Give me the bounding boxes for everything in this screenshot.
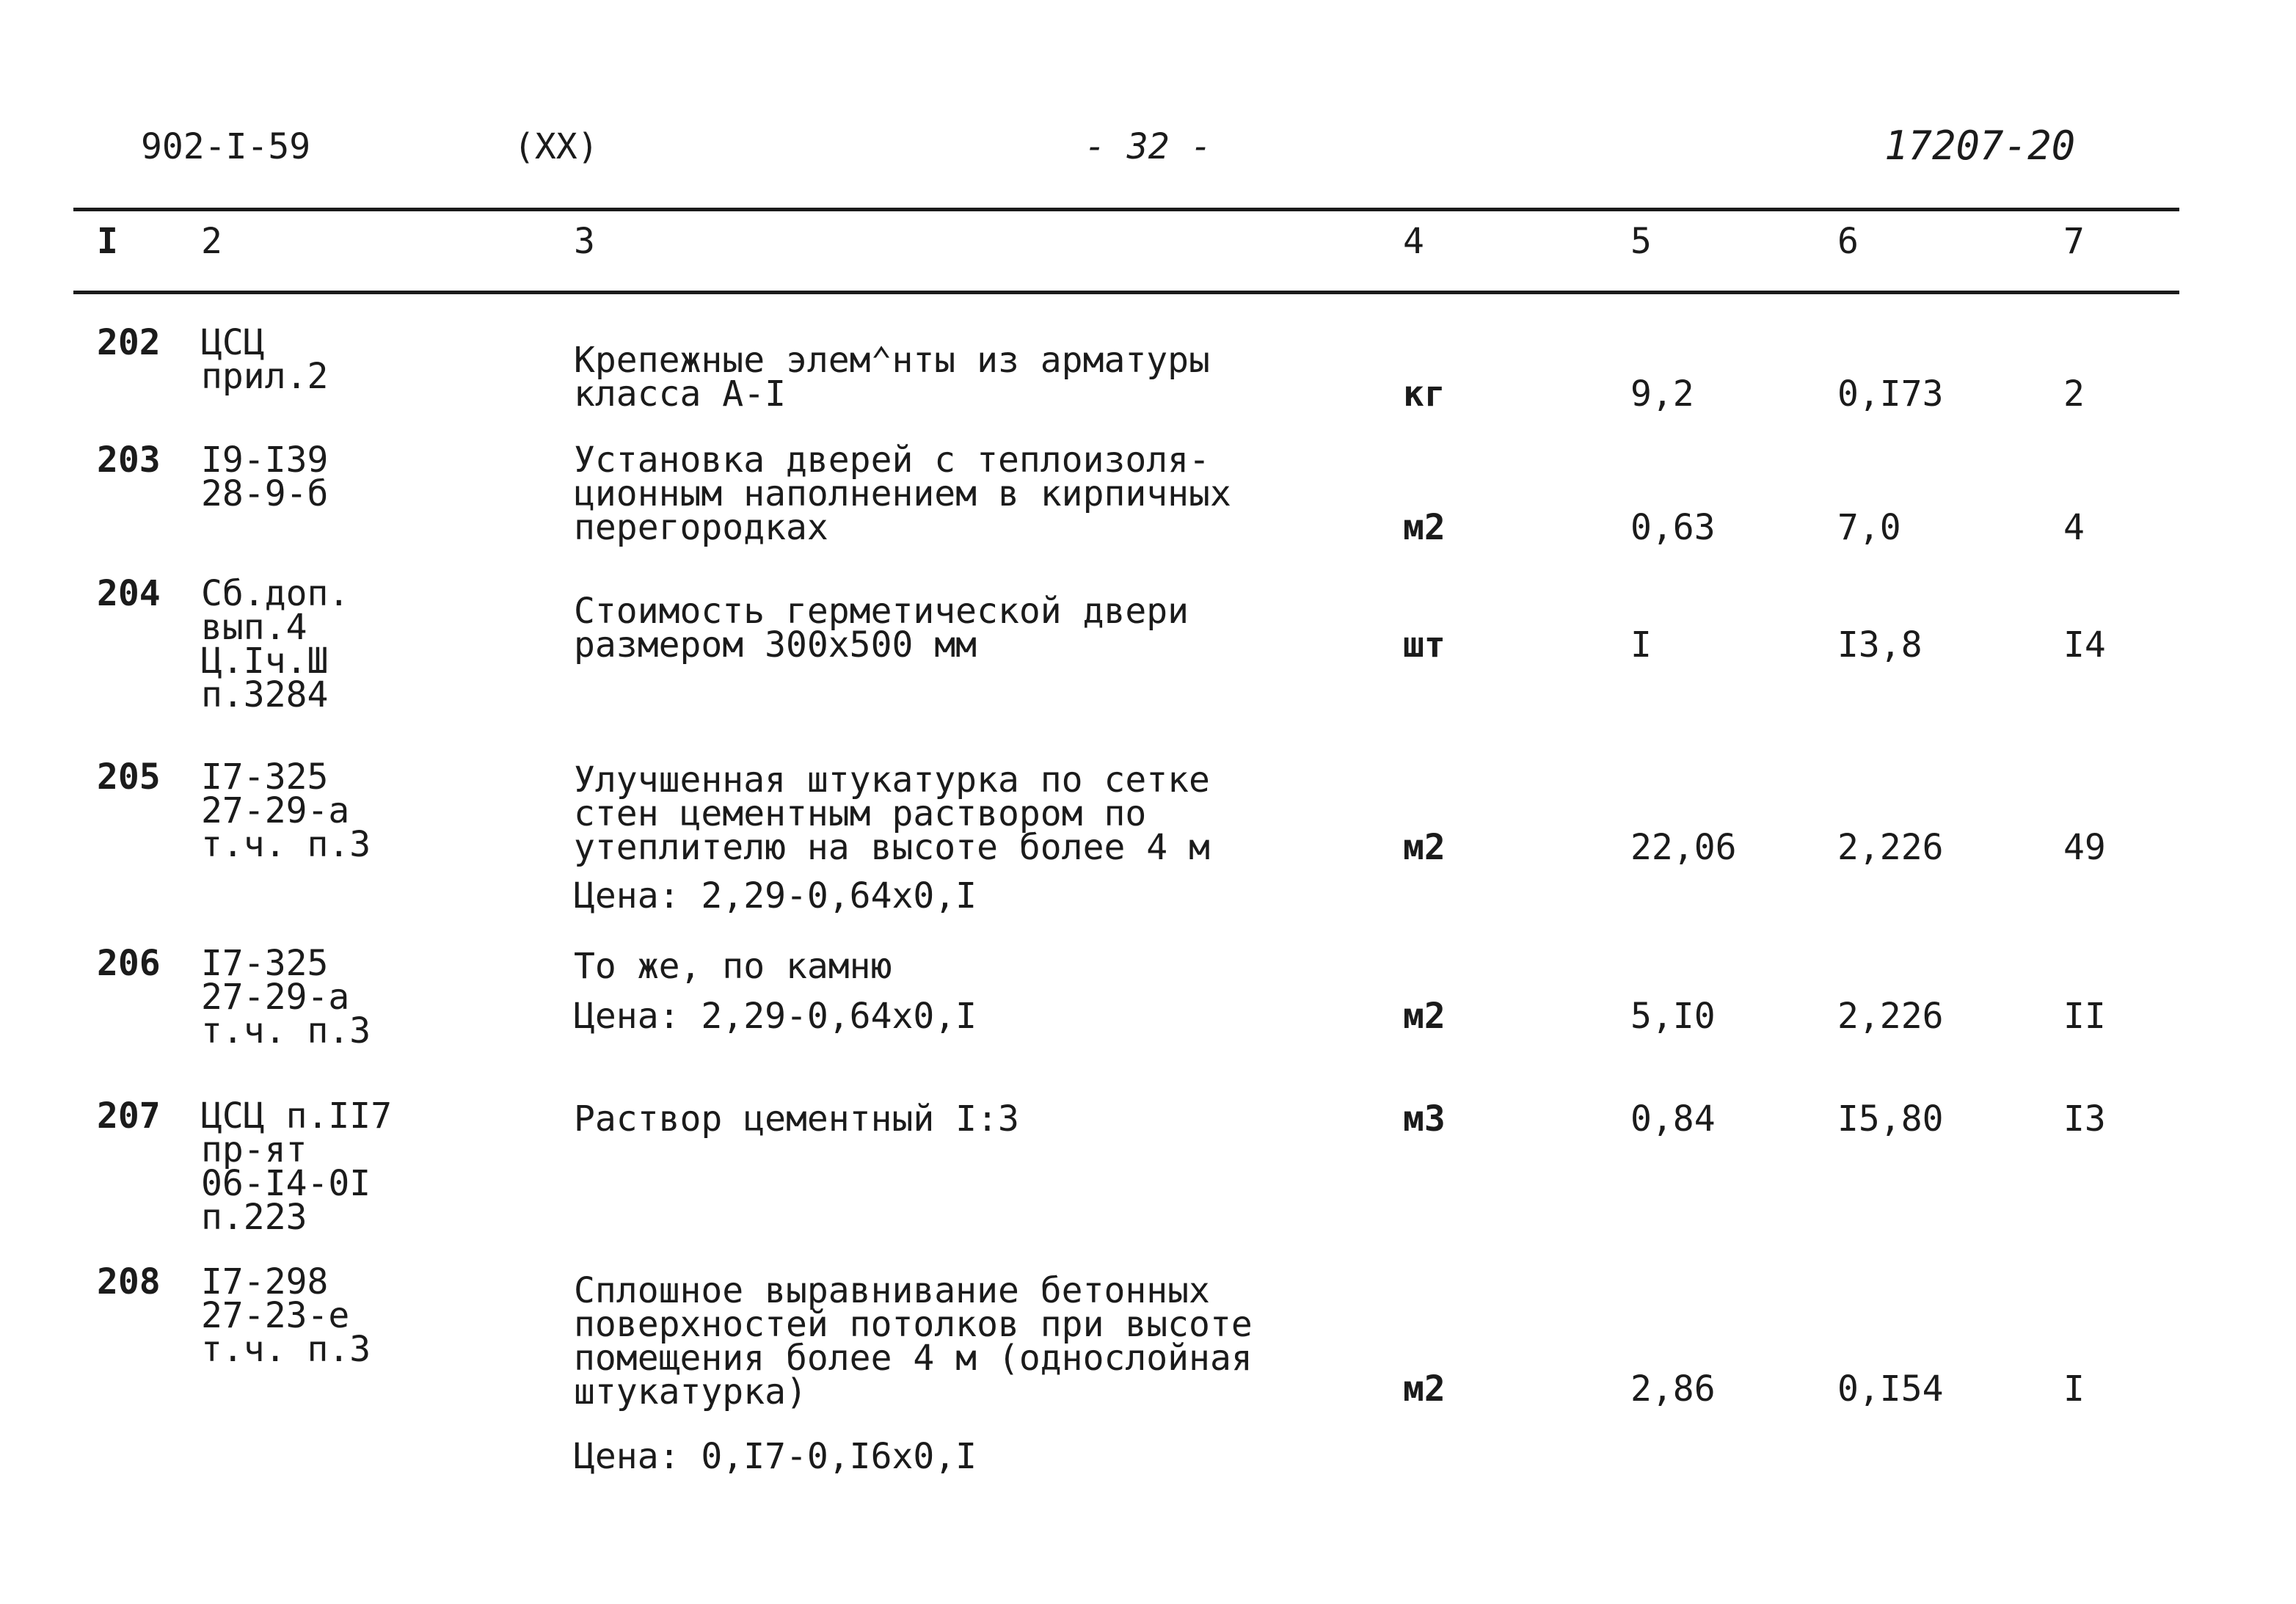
row-number: 207: [97, 1096, 161, 1137]
row-description: Крепежные элем⌃нты из арматуры класса А-I: [574, 340, 1210, 415]
row-quantity: 9,2: [1630, 373, 1694, 415]
row-cost: II: [2063, 996, 2106, 1037]
row-description: То же, по камню: [574, 946, 892, 987]
row-unit-price: 2,226: [1837, 827, 1944, 868]
row-cost: 4: [2063, 507, 2085, 548]
document-number: 17207-20: [1884, 123, 2076, 169]
column-header-5: 5: [1630, 221, 1652, 262]
row-unit: м2: [1403, 507, 1446, 548]
column-header-2: 2: [201, 221, 222, 262]
row-number: 204: [97, 573, 161, 614]
row-unit: шт: [1403, 624, 1446, 666]
row-quantity: 2,86: [1630, 1368, 1716, 1410]
page-number: - 32 -: [1085, 126, 1212, 167]
row-description: Установка дверей с теплоизоля- ционным наполнением в кирпичных перегородках: [574, 440, 1231, 548]
row-quantity: 22,06: [1630, 827, 1737, 868]
row-unit: м2: [1403, 1368, 1446, 1410]
row-price-note: Цена: 2,29-0,64х0,I: [574, 996, 977, 1037]
row-unit: м2: [1403, 827, 1446, 868]
column-header-4: 4: [1403, 221, 1424, 262]
section-roman: (XX): [514, 126, 599, 167]
row-code: I7-298 27-23-е т.ч. п.3: [201, 1261, 371, 1370]
row-code: I9-I39 28-9-б: [201, 440, 329, 514]
row-quantity: I: [1630, 624, 1652, 666]
row-number: 205: [97, 757, 161, 798]
column-header-7: 7: [2063, 221, 2085, 262]
row-quantity: 0,63: [1630, 507, 1716, 548]
row-quantity: 5,I0: [1630, 996, 1716, 1037]
row-cost: 49: [2063, 827, 2106, 868]
row-unit-price: 7,0: [1837, 507, 1901, 548]
project-code: 902-I-59: [141, 126, 311, 167]
row-cost: 2: [2063, 373, 2085, 415]
row-quantity: 0,84: [1630, 1098, 1716, 1140]
row-number: 203: [97, 440, 161, 481]
row-unit-price: 0,I54: [1837, 1368, 1944, 1410]
top-rule: [73, 208, 2179, 211]
column-header-6: 6: [1837, 221, 1859, 262]
row-unit: м2: [1403, 996, 1446, 1037]
row-code: Сб.доп. вып.4 Ц.Iч.Ш п.3284: [201, 573, 350, 715]
row-number: 206: [97, 943, 161, 984]
row-description: Стоимость герметической двери размером 300х500 мм: [574, 591, 1189, 666]
row-price-note: Цена: 0,I7-0,I6х0,I: [574, 1436, 977, 1477]
row-description: Улучшенная штукатурка по сетке стен цементным раствором по утеплителю на высоте более 4 м: [574, 759, 1210, 868]
row-price-note: Цена: 2,29-0,64х0,I: [574, 875, 977, 916]
row-code: ЦСЦ п.II7 пр-ят 06-I4-0I п.223: [201, 1096, 393, 1238]
row-number: 208: [97, 1261, 161, 1302]
row-unit-price: 2,226: [1837, 996, 1944, 1037]
row-cost: I3: [2063, 1098, 2106, 1140]
row-unit: м3: [1403, 1098, 1446, 1140]
row-unit-price: 0,I73: [1837, 373, 1944, 415]
header-rule: [73, 291, 2179, 294]
row-cost: I4: [2063, 624, 2106, 666]
row-number: 202: [97, 322, 161, 363]
column-header-3: 3: [574, 221, 595, 262]
row-code: ЦСЦ прил.2: [201, 322, 329, 397]
row-unit-price: I5,80: [1837, 1098, 1944, 1140]
row-description: Сплошное выравнивание бетонных поверхностей потолков при высоте помещения более 4 м (однослойная штукатурка): [574, 1270, 1253, 1412]
row-unit-price: I3,8: [1837, 624, 1923, 666]
row-cost: I: [2063, 1368, 2085, 1410]
row-description: Раствор цементный I:3: [574, 1098, 1019, 1140]
column-header-1: I: [97, 221, 118, 262]
row-unit: кг: [1403, 373, 1446, 415]
row-code: I7-325 27-29-а т.ч. п.3: [201, 757, 371, 865]
row-code: I7-325 27-29-а т.ч. п.3: [201, 943, 371, 1051]
